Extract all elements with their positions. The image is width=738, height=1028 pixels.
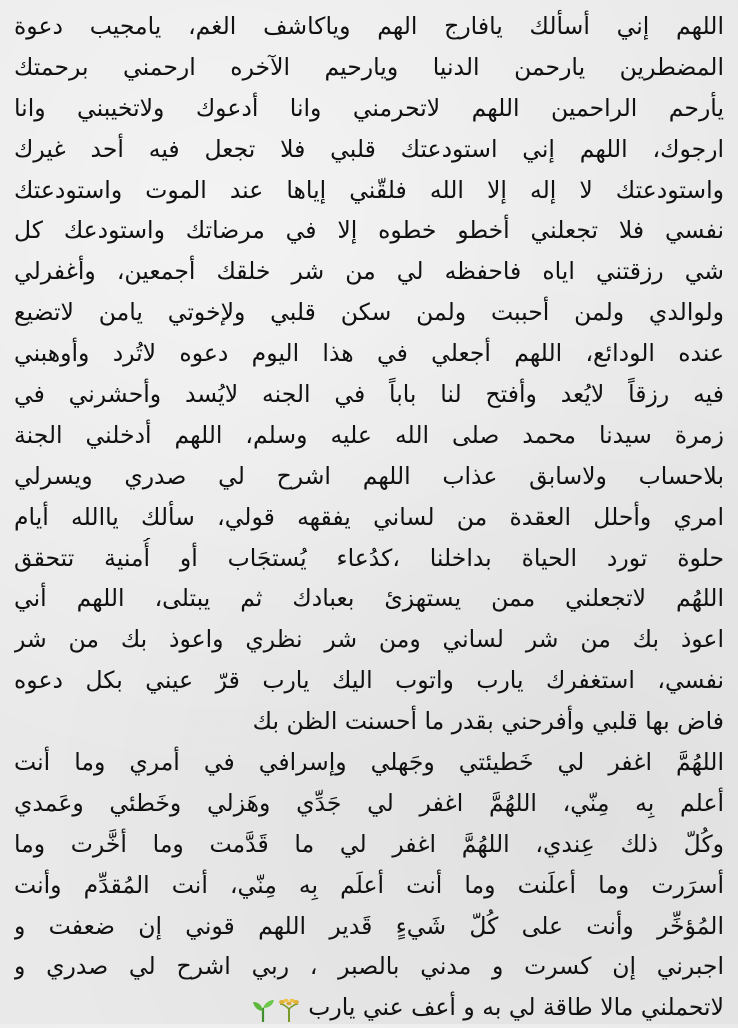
text-line-25 xyxy=(14,987,724,1028)
text-line-8: ولوالدي ولمن أحببت ولمن سكن قلبي ولإخوتي يامن لاتضيع xyxy=(14,298,724,327)
text-line-15: اللهُم لاتجعلني ممن يستهزئ بعبادك ثم يبتلى، اللهم أني xyxy=(14,584,724,613)
text-line-25-text: لاتحملني مالا طاقة لي به و أعف عني يارب xyxy=(308,993,724,1022)
text-line-14: حلوة تورد الحياة بداخلنا ،كدُعاء يُستجَاب أو أُمنية تتحقق xyxy=(14,543,724,572)
text-line-1: اللهم إني أسألك يافارج الهم وياكاشف الغم، يامجيب دعوة xyxy=(14,12,724,40)
prayer-text xyxy=(14,6,724,1028)
text-line-19: اللهُمَّ اغفر لي خَطيئتي وجَهلي وإسرافي في أمري وما أنت xyxy=(14,748,724,777)
sheaf-of-rice-icon xyxy=(276,997,302,1023)
text-line-9: عنده الودائع، اللهم أجعلي في هذا اليوم دعوه لاتُرد وأوهبني xyxy=(14,339,724,368)
text-line-18: فاض بها قلبي وأفرحني بقدر ما أحسنت الظن بك xyxy=(252,707,724,736)
text-line-11: زمرة سيدنا محمد صلى الله عليه وسلم، اللهم أدخلني الجنة xyxy=(14,420,724,449)
emoji-group xyxy=(250,988,302,1028)
text-line-24: اجبرني إن كسرت و مدني بالصبر ، ربي اشرح لي صدري و xyxy=(14,952,724,981)
text-line-16: اعوذ بك من شر لساني ومن شر نظري واعوذ بك من شر xyxy=(14,625,724,654)
text-line-23: المُؤخِّر وأنت على كُلّ شَيءٍ قَدير اللهم قوني إن ضعفت و xyxy=(14,911,724,940)
text-line-10: فيه رزقاً لايُعد وأفتح لنا باباً في الجنه لايُسد وأحشرني في xyxy=(14,380,724,409)
text-line-2: المضطرين يارحمن الدنيا ويارحيم الآخره ارحمني برحمتك xyxy=(14,52,724,81)
text-line-20: أعلم بِه مِنّي، اللهُمَّ اغفر لي جَدِّي وهَزلي وخَطئي وعَمدي xyxy=(14,788,724,817)
text-line-4: ارجوك، اللهم إني استودعتك قلبي فلا تجعل فيه أحد غيرك xyxy=(14,134,724,163)
text-line-17: نفسي، استغفرك يارب واتوب اليك يارب قرّ عيني بكل دعوه xyxy=(14,666,724,695)
text-line-3: يأرحم الراحمين اللهم لاتحرمني وانا أدعوك ولاتخيبني وانا xyxy=(14,93,724,122)
text-line-13: امري وأحلل العقدة من لساني يفقهه قولي، سألك ياالله أيام xyxy=(14,502,724,531)
text-line-5: واستودعتك لا إله إلا الله فلقّني إياها عند الموت واستودعتك xyxy=(14,175,724,204)
text-line-7: شي رزقتني اياه فاحفظه لي من شر خلقك أجمعين، وأغفرلي xyxy=(14,257,724,286)
text-line-21: وكُلّ ذلك عِندي، اللهُمَّ اغفر لي ما قَدَّمت وما أخَّرت وما xyxy=(14,829,724,858)
text-line-12: بلاحساب ولاسابق عذاب اللهم اشرح لي صدري ويسرلي xyxy=(14,461,724,490)
text-line-6: نفسي فلا تجعلني أخطو خطوه إلا في مرضاتك واستودعك كل xyxy=(14,216,724,245)
text-line-22: أسرَرت وما أعلَنت وما أنت أعلَم بِه مِنّي، أنت المُقدِّم وأنت xyxy=(14,870,724,899)
seedling-icon xyxy=(250,997,276,1023)
